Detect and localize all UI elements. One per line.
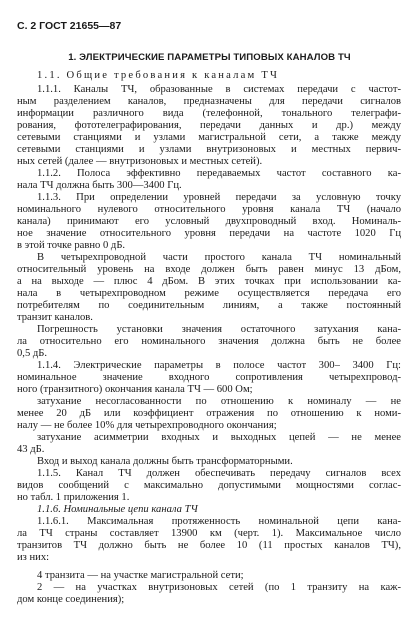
text-line: В четырехпроводной части простого канала ТЧ номинальный	[37, 252, 401, 263]
section-title: 1. ЭЛЕКТРИЧЕСКИЕ ПАРАМЕТРЫ ТИПОВЫХ КАНАЛОВ ТЧ	[68, 52, 351, 63]
text-line: канала) принимают его условный двухпроводный вход. Номиналь-	[17, 216, 401, 227]
text-line: транзит каналов.	[17, 312, 93, 323]
text-line: нала в четырехпроводном режиме осуществляется передача его	[17, 288, 401, 299]
text-line: ла ТЧ страны составляет 13900 км (черт. 1). Максимальное число	[17, 528, 401, 539]
text-line: потребителям по соединительным линиям, а также постоянный	[17, 300, 401, 311]
text-line: ным разделением каналов, предназначены для передачи сигналов	[17, 96, 401, 107]
text-line: ного (транзитного) окончания канала ТЧ — 600 Ом;	[17, 384, 253, 395]
text-line: 1.1.1. Каналы ТЧ, образованные в системах передачи с частот-	[37, 84, 401, 95]
text-line: но табл. 1 приложения 1.	[17, 492, 130, 503]
text-line: 1.1.2. Полоса эффективно передаваемых частот составного ка-	[37, 168, 401, 179]
text-line: ла относительно его номинального значения должна быть не более	[17, 336, 401, 347]
text-line: затухание асимметрии входных и выходных цепей — не менее	[37, 432, 401, 443]
text-line: ное значение относительного уровня передачи на частоте 1020 Гц	[17, 228, 401, 239]
text-line: видов сообщений с максимально допустимыми мощностями соглас-	[17, 480, 401, 491]
text-line: Вход и выход канала должны быть трансформаторными.	[37, 456, 293, 467]
text-line: рования, фототелеграфирования, передачи данных и др.) между	[17, 120, 401, 131]
text-line: 1.1.3. При определении уровней передачи за условную точку	[37, 192, 401, 203]
text-line: 1.1.4. Электрические параметры в полосе частот 300– 3400 Гц:	[37, 360, 401, 371]
text-line: из них:	[17, 552, 50, 563]
text-line: в этой точке равно 0 дБ.	[17, 240, 126, 251]
text-line: сетевыми станциями и узлами магистральной сети, а также между	[17, 132, 401, 143]
text-line: относительный уровень на входе должен быть равен минус 13 дБом,	[17, 264, 401, 275]
text-line: менее 20 дБ или коэффициент отражения по отношению к номи-	[17, 408, 401, 419]
text-line: дом конце соединения);	[17, 594, 125, 605]
text-line: 2 — на участках внутризоновых сетей (по 1 транзиту на каж-	[37, 582, 401, 593]
text-line: номинальное значение входного сопротивления четырехпровод-	[17, 372, 401, 383]
subheading-nominal-circuits: 1.1.6. Номинальные цепи канала ТЧ	[37, 504, 198, 515]
text-line: транзитов ТЧ должно быть не более 10 (11 простых каналов ТЧ),	[17, 540, 401, 551]
text-line: ных сетей (далее — внутризоновых и местных сетей).	[17, 156, 263, 167]
text-line: 0,5 дБ.	[17, 348, 48, 359]
text-line: налу — не более 10% для четырехпроводного окончания;	[17, 420, 277, 431]
subheading-general-requirements: 1.1. Общие требования к каналам ТЧ	[37, 70, 280, 81]
text-line: 1.1.6.1. Максимальная протяженность номинальной цепи кана-	[37, 516, 401, 527]
text-line: номинального нулевого относительного уровня канала ТЧ (начало	[17, 204, 401, 215]
page-header: С. 2 ГОСТ 21655—87	[17, 20, 122, 32]
text-line: а на выходе — плюс 4 дБом. В этих точках при использовании ка-	[17, 276, 401, 287]
text-line: 43 дБ.	[17, 444, 45, 455]
text-line: информации различного вида (телефонной, тонального телеграфи-	[17, 108, 401, 119]
text-line: 4 транзита — на участке магистральной сети;	[37, 570, 244, 581]
text-line: 1.1.5. Канал ТЧ должен обеспечивать передачу сигналов всех	[37, 468, 401, 479]
text-line: нала ТЧ должна быть 300—3400 Гц.	[17, 180, 182, 191]
text-line: Погрешность установки значения остаточного затухания кана-	[37, 324, 401, 335]
text-line: сетевыми станциями и узлами внутризоновых и местных первич-	[17, 144, 401, 155]
text-line: затухание несогласованности по отношению к номиналу — не	[37, 396, 401, 407]
